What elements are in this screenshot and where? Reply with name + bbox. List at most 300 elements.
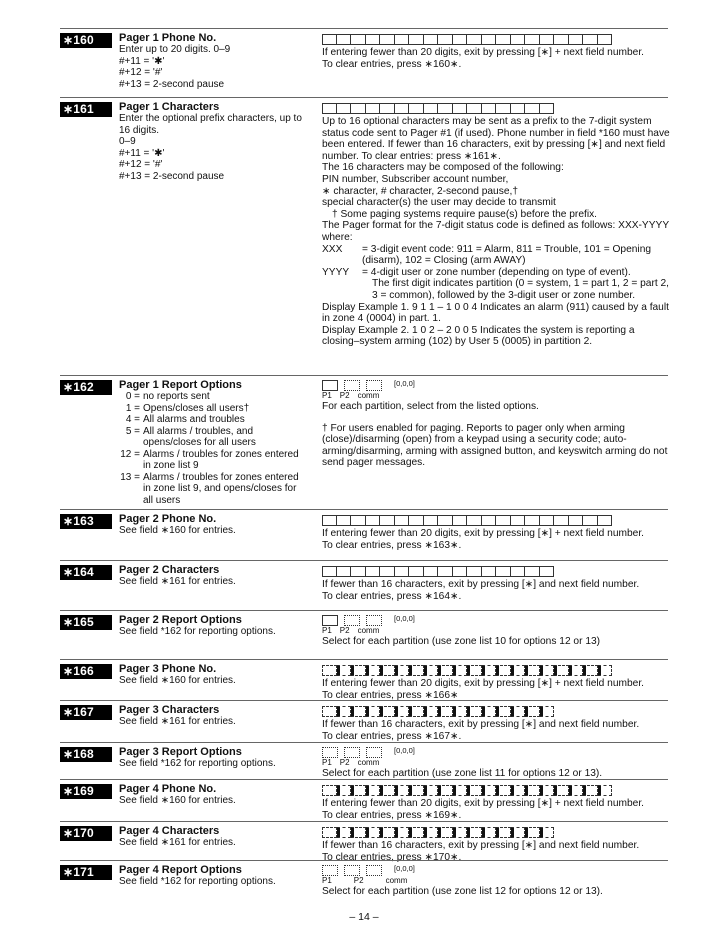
field-title: Pager 2 Phone No. (119, 513, 217, 525)
digit-entry-box[interactable] (424, 103, 439, 114)
partition-label: P1 (322, 626, 332, 635)
field-right-column (322, 864, 670, 898)
digit-entry-box[interactable] (380, 34, 395, 45)
partition-label: P2 (339, 391, 350, 400)
digit-entry-box[interactable] (409, 665, 424, 676)
report-option (119, 426, 309, 449)
field-left-column (119, 379, 309, 506)
digit-entry-box[interactable] (424, 566, 439, 577)
partition-label: P2 (353, 876, 364, 885)
comm-box[interactable] (366, 615, 382, 626)
digit-entry-box[interactable] (540, 665, 555, 676)
field-footnote: † For users enabled for paging. Reports to pager only when arming (close)/disarming (open) from a keypad using a security code; auto-arming/disarming, arming with assigned button, and keyswitch arming do not send pager messages. (322, 422, 668, 469)
field-left-column (119, 825, 309, 849)
digit-entry-box[interactable] (337, 566, 352, 577)
field-number-badge: ∗171 (60, 865, 112, 880)
field-row-164 (60, 560, 668, 609)
field-left-column (119, 663, 309, 687)
digit-entry-box[interactable] (351, 665, 366, 676)
digit-entry-box[interactable] (366, 515, 381, 526)
report-option (119, 472, 309, 507)
code-value: = 3-digit event code: 911 = Alarm, 811 = Trouble, 101 = Opening (disarm), 102 = Closing (arm AWAY) (362, 243, 652, 267)
digit-entry-box[interactable] (322, 103, 337, 114)
digit-entry-box[interactable] (395, 706, 410, 717)
field-title: Pager 1 Report Options (119, 379, 242, 391)
digit-entry-box[interactable] (380, 515, 395, 526)
digit-entry-box[interactable] (598, 665, 613, 676)
field-left-column (119, 564, 309, 588)
digit-entry-box[interactable] (322, 515, 337, 526)
digit-entry-box[interactable] (511, 566, 526, 577)
field-left-column (119, 32, 309, 90)
digit-entry-box[interactable] (554, 515, 569, 526)
option-text: Alarms / troubles for zones entered in zone list 9, and opens/closes for all users (143, 471, 299, 506)
digit-entry-box[interactable] (351, 34, 366, 45)
partition-2-box[interactable] (344, 865, 360, 876)
digit-entry-box[interactable] (351, 827, 366, 838)
digit-entry-box[interactable] (554, 665, 569, 676)
field-title: Pager 2 Characters (119, 564, 220, 576)
digit-entry-box[interactable] (453, 103, 468, 114)
field-desc-line: #+13 = 2-second pause (119, 170, 225, 182)
field-title: Pager 1 Phone No. (119, 32, 217, 44)
field-number-badge: ∗164 (60, 565, 112, 580)
digit-entry-box[interactable] (337, 34, 352, 45)
field-row-170 (60, 821, 668, 863)
report-option (119, 414, 309, 426)
digit-entry-box[interactable] (424, 665, 439, 676)
digit-entry-box[interactable] (380, 785, 395, 796)
digit-entry-box[interactable] (540, 566, 555, 577)
digit-entry-box[interactable] (511, 706, 526, 717)
digit-entry-box[interactable] (467, 515, 482, 526)
field-right-column (322, 663, 670, 701)
digit-entry-box[interactable] (525, 103, 540, 114)
digit-entry-box[interactable] (424, 706, 439, 717)
field-note: Select for each partition (use zone list 10 for options 12 or 13) (322, 636, 601, 647)
partition-label: comm (385, 876, 408, 885)
digit-entry-box[interactable] (496, 827, 511, 838)
field-row-166 (60, 659, 668, 699)
field-row-165 (60, 610, 668, 658)
digit-entry-box[interactable] (467, 566, 482, 577)
digit-entry-box[interactable] (482, 706, 497, 717)
digit-entry-box[interactable] (496, 103, 511, 114)
digit-entry-box[interactable] (337, 103, 352, 114)
field-row-171 (60, 860, 668, 900)
field-note: If entering fewer than 20 digits, exit by pressing [∗] + next field number. (322, 528, 644, 539)
digit-entry-box[interactable] (511, 34, 526, 45)
field-note: The Pager format for the 7-digit status code is defined as follows: XXX-YYYY where: (322, 220, 669, 243)
digit-entry-box[interactable] (598, 515, 613, 526)
digit-entry-box[interactable] (482, 827, 497, 838)
option-text: Alarms / troubles for zones entered in zone list 9 (143, 448, 299, 471)
report-option (119, 449, 309, 472)
digit-entry-box[interactable] (424, 785, 439, 796)
digit-entry-box[interactable] (453, 827, 468, 838)
digit-entry-box[interactable] (351, 566, 366, 577)
digit-entry-box[interactable] (598, 34, 613, 45)
field-number-badge: ∗166 (60, 664, 112, 679)
comm-box[interactable] (366, 865, 382, 876)
option-code: 0 = (125, 391, 140, 402)
digit-entry-box[interactable] (569, 785, 584, 796)
field-number-badge: ∗170 (60, 826, 112, 841)
field-right-column (322, 379, 670, 469)
entry-boxes[interactable] (322, 566, 670, 577)
digit-entry-box[interactable] (395, 827, 410, 838)
partition-2-box[interactable] (344, 747, 360, 758)
digit-entry-box[interactable] (395, 785, 410, 796)
field-desc-line: Enter up to 20 digits. 0–9 (119, 44, 231, 55)
digit-entry-box[interactable] (409, 515, 424, 526)
field-right-column (322, 32, 670, 70)
field-desc-line: See field *162 for reporting options. (119, 876, 276, 887)
field-title: Pager 4 Phone No. (119, 783, 217, 795)
digit-entry-box[interactable] (598, 785, 613, 796)
field-row-169 (60, 779, 668, 820)
digit-entry-box[interactable] (467, 785, 482, 796)
digit-entry-box[interactable] (351, 706, 366, 717)
digit-entry-box[interactable] (467, 34, 482, 45)
digit-entry-box[interactable] (438, 34, 453, 45)
digit-entry-box[interactable] (351, 785, 366, 796)
partition-label: comm (357, 391, 380, 400)
digit-entry-box[interactable] (366, 706, 381, 717)
digit-entry-box[interactable] (467, 827, 482, 838)
field-right-column (322, 513, 670, 551)
digit-entry-box[interactable] (366, 827, 381, 838)
digit-entry-box[interactable] (525, 34, 540, 45)
display-example: Display Example 2. 1 0 2 – 2 0 0 5 Indicates the system is reporting a closing–system arming (102) by User 5 (0005) in partition 2. (322, 324, 635, 348)
digit-entry-box[interactable] (482, 566, 497, 577)
field-desc-line: See field *162 for reporting options. (119, 626, 276, 637)
field-number-badge: ∗161 (60, 102, 112, 117)
digit-entry-box[interactable] (583, 665, 598, 676)
digit-entry-box[interactable] (380, 566, 395, 577)
field-right-column (322, 101, 670, 348)
digit-entry-box[interactable] (482, 785, 497, 796)
partition-labels (322, 758, 670, 767)
field-note: Select for each partition (use zone list 12 for options 12 or 13). (322, 886, 603, 897)
digit-entry-box[interactable] (540, 515, 555, 526)
digit-entry-box[interactable] (322, 827, 337, 838)
option-code: 1 = (125, 402, 140, 414)
field-number-badge: ∗167 (60, 705, 112, 720)
digit-entry-box[interactable] (583, 34, 598, 45)
field-desc-line: #+11 = '✱' (119, 55, 165, 67)
digit-entry-box[interactable] (482, 665, 497, 676)
field-note: For each partition, select from the listed options. (322, 401, 539, 412)
digit-entry-box[interactable] (337, 706, 352, 717)
code-value (362, 267, 670, 302)
default-value: [0,0,0] (394, 864, 415, 873)
partition-labels (322, 876, 670, 885)
field-row-162 (60, 375, 668, 508)
digit-entry-box[interactable] (540, 103, 555, 114)
digit-entry-box[interactable] (496, 515, 511, 526)
partition-label: P1 (322, 758, 332, 767)
digit-entry-box[interactable] (569, 665, 584, 676)
digit-entry-box[interactable] (453, 665, 468, 676)
partition-label: P1 (322, 391, 332, 400)
entry-boxes[interactable] (322, 34, 670, 45)
field-number-badge: ∗162 (60, 380, 112, 395)
option-code: 4 = (125, 414, 140, 425)
field-number-badge: ∗160 (60, 33, 112, 48)
field-right-column (322, 783, 670, 821)
digit-entry-box[interactable] (395, 566, 410, 577)
digit-entry-box[interactable] (366, 665, 381, 676)
field-desc-line: #+12 = '#' (119, 67, 163, 78)
digit-entry-box[interactable] (322, 566, 337, 577)
field-right-column (322, 614, 670, 648)
field-note: † Some paging systems require pause(s) before the prefix. (332, 208, 598, 220)
partition-option-boxes (322, 380, 670, 391)
digit-entry-box[interactable] (511, 515, 526, 526)
digit-entry-box[interactable] (409, 34, 424, 45)
entry-boxes[interactable] (322, 706, 670, 717)
field-note: Select for each partition (use zone list 11 for options 12 or 13). (322, 768, 603, 779)
digit-entry-box[interactable] (366, 34, 381, 45)
digit-entry-box[interactable] (453, 566, 468, 577)
field-row-160 (60, 28, 668, 96)
default-value: [0,0,0] (394, 379, 415, 388)
digit-entry-box[interactable] (380, 827, 395, 838)
digit-entry-box[interactable] (583, 515, 598, 526)
field-title: Pager 4 Characters (119, 825, 220, 837)
option-code: 5 = (125, 425, 140, 437)
digit-entry-box[interactable] (409, 566, 424, 577)
code-definition-yyyy (322, 267, 670, 302)
field-left-column (119, 513, 309, 537)
digit-entry-box[interactable] (525, 785, 540, 796)
field-right-column (322, 704, 670, 742)
field-title: Pager 3 Phone No. (119, 663, 217, 675)
field-number-badge: ∗165 (60, 615, 112, 630)
partition-label: comm (357, 758, 380, 767)
field-note: If fewer than 16 characters, exit by pressing [∗] and next field number. (322, 579, 640, 590)
digit-entry-box[interactable] (366, 566, 381, 577)
entry-boxes[interactable] (322, 103, 670, 114)
digit-entry-box[interactable] (337, 827, 352, 838)
comm-box[interactable] (366, 380, 382, 391)
field-note: To clear entries, press ∗163∗. (322, 539, 462, 551)
digit-entry-box[interactable] (438, 566, 453, 577)
partition-1-box[interactable] (322, 380, 338, 391)
field-right-column (322, 746, 670, 780)
digit-entry-box[interactable] (540, 785, 555, 796)
entry-boxes[interactable] (322, 515, 670, 526)
field-note: If fewer than 16 characters, exit by pressing [∗] and next field number. (322, 719, 640, 730)
field-note: PIN number, Subscriber account number, (322, 173, 509, 185)
digit-entry-box[interactable] (322, 34, 337, 45)
partition-1-box[interactable] (322, 615, 338, 626)
digit-entry-box[interactable] (409, 827, 424, 838)
digit-entry-box[interactable] (554, 785, 569, 796)
field-note: If entering fewer than 20 digits, exit by pressing [∗] + next field number. (322, 678, 644, 689)
digit-entry-box[interactable] (525, 566, 540, 577)
field-note: If entering fewer than 20 digits, exit by pressing [∗] + next field number. (322, 47, 644, 58)
digit-entry-box[interactable] (540, 827, 555, 838)
digit-entry-box[interactable] (380, 706, 395, 717)
field-left-column (119, 101, 309, 182)
digit-entry-box[interactable] (511, 103, 526, 114)
partition-1-box[interactable] (322, 865, 338, 876)
digit-entry-box[interactable] (424, 515, 439, 526)
digit-entry-box[interactable] (540, 706, 555, 717)
digit-entry-box[interactable] (438, 515, 453, 526)
digit-entry-box[interactable] (583, 785, 598, 796)
digit-entry-box[interactable] (395, 515, 410, 526)
digit-entry-box[interactable] (525, 706, 540, 717)
digit-entry-box[interactable] (380, 665, 395, 676)
digit-entry-box[interactable] (525, 665, 540, 676)
digit-entry-box[interactable] (467, 103, 482, 114)
digit-entry-box[interactable] (511, 665, 526, 676)
digit-entry-box[interactable] (438, 665, 453, 676)
digit-entry-box[interactable] (409, 706, 424, 717)
field-desc-line: See field *162 for reporting options. (119, 758, 276, 769)
field-left-column (119, 614, 309, 638)
field-desc-line: See field ∗161 for entries. (119, 576, 236, 587)
field-note: If entering fewer than 20 digits, exit by pressing [∗] + next field number. (322, 798, 644, 809)
digit-entry-box[interactable] (496, 34, 511, 45)
page-number: – 14 – (349, 911, 379, 923)
field-desc-line: See field ∗160 for entries. (119, 525, 236, 536)
digit-entry-box[interactable] (540, 34, 555, 45)
partition-option-boxes (322, 615, 670, 626)
digit-entry-box[interactable] (337, 785, 352, 796)
entry-boxes[interactable] (322, 827, 670, 838)
field-note: To clear entries, press ∗167∗. (322, 730, 462, 742)
digit-entry-box[interactable] (424, 827, 439, 838)
partition-label: P2 (339, 626, 350, 635)
digit-entry-box[interactable] (453, 515, 468, 526)
digit-entry-box[interactable] (366, 785, 381, 796)
digit-entry-box[interactable] (453, 706, 468, 717)
digit-entry-box[interactable] (496, 566, 511, 577)
digit-entry-box[interactable] (322, 706, 337, 717)
digit-entry-box[interactable] (511, 785, 526, 796)
digit-entry-box[interactable] (322, 665, 337, 676)
digit-entry-box[interactable] (366, 103, 381, 114)
partition-labels (322, 626, 670, 635)
digit-entry-box[interactable] (424, 34, 439, 45)
option-text: Opens/closes all users† (143, 402, 250, 414)
field-desc-line: #+11 = '✱' (119, 147, 165, 159)
digit-entry-box[interactable] (554, 34, 569, 45)
field-number-badge: ∗168 (60, 747, 112, 762)
digit-entry-box[interactable] (380, 103, 395, 114)
digit-entry-box[interactable] (438, 706, 453, 717)
field-right-column (322, 825, 670, 863)
digit-entry-box[interactable] (438, 103, 453, 114)
field-title: Pager 3 Report Options (119, 746, 242, 758)
digit-entry-box[interactable] (395, 665, 410, 676)
partition-labels (322, 391, 670, 400)
digit-entry-box[interactable] (351, 103, 366, 114)
digit-entry-box[interactable] (467, 665, 482, 676)
digit-entry-box[interactable] (496, 706, 511, 717)
digit-entry-box[interactable] (453, 34, 468, 45)
digit-entry-box[interactable] (322, 785, 337, 796)
partition-label: P2 (339, 758, 350, 767)
option-code: 12 = (120, 448, 140, 460)
field-note: ∗ character, # character, 2-second pause,† (322, 185, 518, 197)
code-key: XXX (322, 243, 343, 255)
field-note: To clear entries, press ∗160∗. (322, 58, 462, 70)
field-left-column (119, 864, 309, 888)
comm-box[interactable] (366, 747, 382, 758)
field-note: To clear entries, press ∗170∗. (322, 851, 462, 863)
partition-1-box[interactable] (322, 747, 338, 758)
field-desc-line: 0–9 (119, 136, 136, 147)
field-left-column (119, 704, 309, 728)
report-option (119, 391, 309, 403)
digit-entry-box[interactable] (525, 515, 540, 526)
field-title: Pager 1 Characters (119, 101, 220, 113)
digit-entry-box[interactable] (395, 103, 410, 114)
code-value-line: = 4-digit user or zone number (depending on type of event). (362, 266, 631, 278)
partition-option-boxes (322, 747, 670, 758)
field-desc-line: See field ∗160 for entries. (119, 675, 236, 686)
partition-2-box[interactable] (344, 380, 360, 391)
field-note: Up to 16 optional characters may be sent as a prefix to the 7-digit system status code sent to Pager #1 (if used). Phone number in field *160 must have been entered. If fewer than 16 characters, exit by pressing [∗] and next field number. To clear entries: press ∗161∗. (322, 116, 670, 162)
partition-option-boxes (322, 865, 670, 876)
digit-entry-box[interactable] (482, 34, 497, 45)
code-value-line: The first digit indicates partition (0 = system, 1 = part 1, 2 = part 2, 3 = common), followed by the 3-digit user or zone number. (372, 278, 669, 301)
field-row-168 (60, 742, 668, 778)
digit-entry-box[interactable] (409, 103, 424, 114)
display-example: Display Example 1. 9 1 1 – 1 0 0 4 Indicates an alarm (911) caused by a fault in zone 4 (0004) in part. 1. (322, 301, 669, 325)
field-left-column (119, 746, 309, 770)
partition-label: comm (357, 626, 380, 635)
digit-entry-box[interactable] (467, 706, 482, 717)
digit-entry-box[interactable] (337, 665, 352, 676)
digit-entry-box[interactable] (525, 827, 540, 838)
digit-entry-box[interactable] (337, 515, 352, 526)
entry-boxes[interactable] (322, 785, 670, 796)
digit-entry-box[interactable] (569, 515, 584, 526)
field-desc-line: See field ∗161 for entries. (119, 837, 236, 848)
field-title: Pager 2 Report Options (119, 614, 242, 626)
field-title: Pager 4 Report Options (119, 864, 242, 876)
digit-entry-box[interactable] (409, 785, 424, 796)
field-desc-line: Enter the optional prefix characters, up to 16 digits. (119, 113, 302, 136)
entry-boxes[interactable] (322, 665, 670, 676)
digit-entry-box[interactable] (453, 785, 468, 796)
digit-entry-box[interactable] (569, 34, 584, 45)
digit-entry-box[interactable] (482, 515, 497, 526)
field-right-column (322, 564, 670, 602)
field-desc-line: #+12 = '#' (119, 159, 163, 170)
digit-entry-box[interactable] (496, 785, 511, 796)
digit-entry-box[interactable] (438, 785, 453, 796)
partition-2-box[interactable] (344, 615, 360, 626)
default-value: [0,0,0] (394, 614, 415, 623)
digit-entry-box[interactable] (438, 827, 453, 838)
digit-entry-box[interactable] (395, 34, 410, 45)
field-note: If fewer than 16 characters, exit by pressing [∗] and next field number. (322, 840, 640, 851)
field-title: Pager 3 Characters (119, 704, 220, 716)
digit-entry-box[interactable] (496, 665, 511, 676)
field-note: To clear entries, press ∗166∗ (322, 689, 459, 701)
digit-entry-box[interactable] (511, 827, 526, 838)
field-left-column (119, 783, 309, 807)
digit-entry-box[interactable] (482, 103, 497, 114)
digit-entry-box[interactable] (351, 515, 366, 526)
